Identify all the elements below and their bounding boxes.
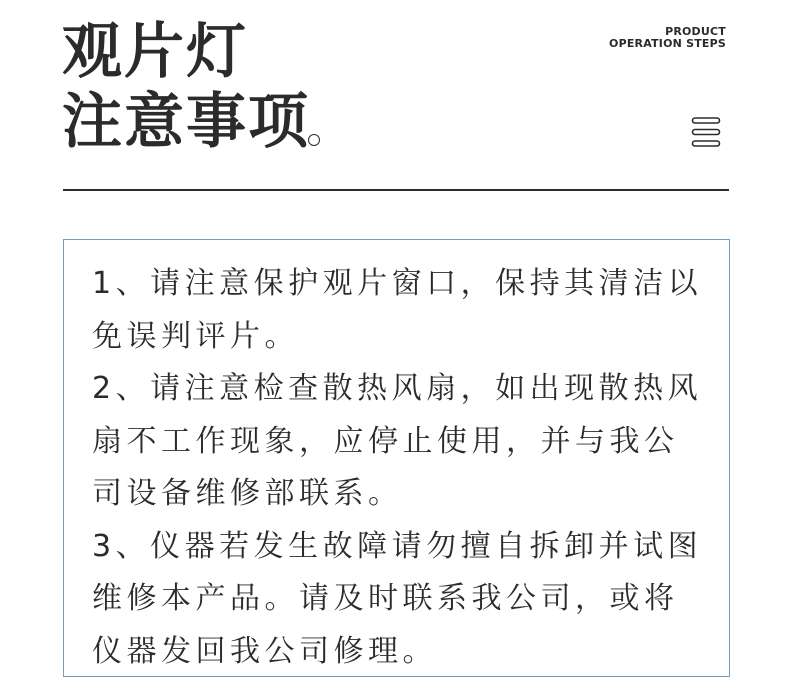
notice-box bbox=[63, 239, 730, 677]
menu-icon bbox=[690, 116, 722, 148]
subtitle bbox=[609, 26, 726, 50]
header-divider bbox=[63, 189, 729, 191]
subtitle-line2: OPERATION STEPS bbox=[609, 37, 726, 50]
page-title-line1: 观片灯 bbox=[62, 17, 248, 87]
subtitle-line1: PRODUCT bbox=[665, 25, 726, 38]
notice-item-3: 3、仪器若发生故障请勿擅自拆卸并试图维修本产品。请及时联系我公司，或将仪器发回我公司修理。 bbox=[92, 528, 703, 669]
notice-item-2: 2、请注意检查散热风扇，如出现散热风扇不工作现象，应停止使用，并与我公司设备维修部联系。 bbox=[92, 371, 703, 511]
title-dot-icon bbox=[308, 134, 320, 146]
notice-item-1: 1、请注意保护观片窗口，保持其清洁以免误判评片。 bbox=[92, 266, 703, 354]
page-title-line2: 注意事项 bbox=[62, 87, 310, 157]
notice-text bbox=[92, 258, 712, 678]
